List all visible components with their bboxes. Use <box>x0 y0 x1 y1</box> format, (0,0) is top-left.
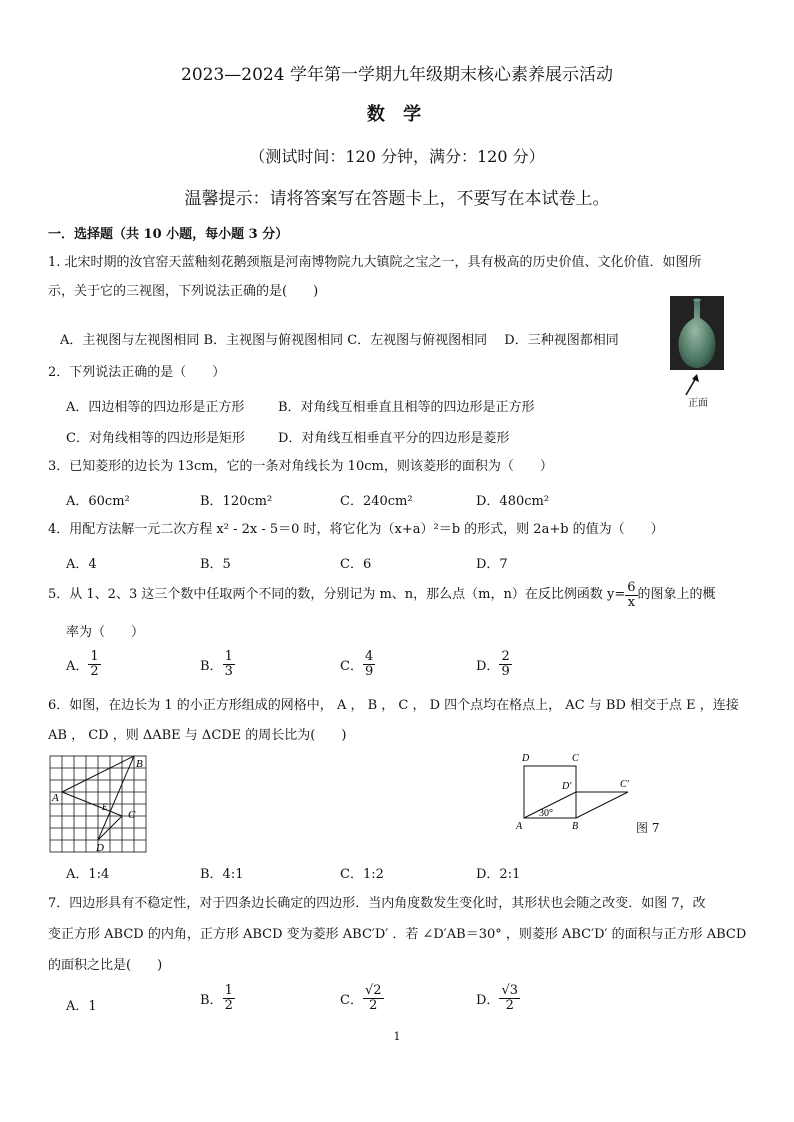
q6-option-a: A．1:4 <box>66 867 110 882</box>
page-number: 1 <box>393 1030 401 1043</box>
q5-stem-row <box>48 578 716 612</box>
q5-option-a <box>66 650 101 679</box>
q7-d-label: D． <box>476 993 500 1008</box>
q3-option-a: A．60cm² <box>66 494 130 509</box>
grid-point-e: E <box>102 802 108 812</box>
q6-option-d: D．2:1 <box>476 867 521 882</box>
q5-line2: 率为（ ） <box>66 625 145 640</box>
q5-b-num: 1 <box>224 649 233 664</box>
q6-line1: 6．如图，在边长为 1 的小正方形组成的网格中， A ， B ， C ， D 四个点均在格点上， AC 与 BD 相交于点 E ，连接 <box>48 698 739 713</box>
q5-b-den: 3 <box>224 664 233 679</box>
q7-c-den: 2 <box>369 998 378 1013</box>
q6-option-b: B．4:1 <box>200 867 244 882</box>
q2-option-b: B．对角线互相垂直且相等的四边形是正方形 <box>278 400 535 415</box>
q7-option-d <box>476 984 520 1013</box>
fig7-point-d: D <box>522 753 530 764</box>
q7-c-label: C． <box>340 993 363 1008</box>
q7-d-den: 2 <box>505 998 514 1013</box>
q1-options: A．主视图与左视图相同 B．主视图与俯视图相同 C．左视图与俯视图相同 D．三种视图都相同 <box>60 333 619 348</box>
fig7-label: 图 7 <box>636 821 660 835</box>
fig7-point-c: C <box>572 753 579 764</box>
q5-a-num: 1 <box>90 649 99 664</box>
q7-b-label: B． <box>200 993 223 1008</box>
q5-c-den: 9 <box>364 664 374 679</box>
grid-point-c: C <box>128 809 136 821</box>
q7-option-b <box>200 984 235 1013</box>
q7-d-num: √3 <box>501 983 518 998</box>
q5-d-num: 2 <box>501 649 510 664</box>
q5-a-den: 2 <box>90 664 99 679</box>
fig7-rhombus-figure <box>512 752 634 832</box>
q1-line1: 1. 北宋时期的汝官窑天蓝釉刻花鹅颈瓶是河南博物院九大镇院之宝之一，具有极高的历史价值、文化价值．如图所 <box>48 255 702 270</box>
q7-b-num: 1 <box>224 983 233 998</box>
q7-line2: 变正方形 ABCD 的内角，正方形 ABCD 变为菱形 ABC′D′ ．若 ∠D′AB＝30° ，则菱形 ABC′D′ 的面积与正方形 ABCD <box>48 927 747 942</box>
exam-meta: （测试时间：120 分钟，满分：120 分） <box>249 147 545 166</box>
q2-option-a: A．四边相等的四边形是正方形 <box>66 400 245 415</box>
q5-stem-after: 的图象上的概 <box>637 587 716 602</box>
fig7-point-d-prime: D′ <box>562 781 572 792</box>
grid-point-a: A <box>52 792 59 804</box>
q3-stem: 3．已知菱形的边长为 13cm，它的一条对角线长为 10cm，则该菱形的面积为（ ） <box>48 459 553 474</box>
fig7-angle: 30° <box>539 808 553 819</box>
exam-tip: 温馨提示：请将答案写在答题卡上，不要写在本试卷上。 <box>184 189 610 209</box>
q3-option-b: B．120cm² <box>200 494 273 509</box>
grid-point-d: D <box>96 842 104 854</box>
q7-option-a: A．1 <box>66 999 97 1014</box>
q7-c-num: √2 <box>364 983 382 998</box>
q5-function-fraction <box>625 581 637 610</box>
section-title: 一．选择题（共 10 小题，每小题 3 分） <box>48 227 289 242</box>
grid-point-b: B <box>136 758 143 770</box>
q7-option-c <box>340 984 384 1013</box>
fig7-point-a: A <box>516 821 523 832</box>
q4-option-d: D．7 <box>476 557 508 572</box>
q5-c-num: 4 <box>364 649 374 664</box>
q4-stem: 4．用配方法解一元二次方程 x² - 2x - 5＝0 时，将它化为（x+a）²＝b 的形式，则 2a+b 的值为（ ） <box>48 522 664 537</box>
q2-option-d: D．对角线互相垂直平分的四边形是菱形 <box>278 431 510 446</box>
q6-option-c: C．1:2 <box>340 867 384 882</box>
q5-option-b <box>200 650 235 679</box>
q5-option-c <box>340 650 375 679</box>
q6-grid-figure <box>46 754 150 854</box>
q5-c-label: C． <box>340 659 363 674</box>
vase-label: 正面 <box>688 398 708 409</box>
q5-d-den: 9 <box>501 664 510 679</box>
q1-line2: 示，关于它的三视图，下列说法正确的是( ) <box>48 284 319 299</box>
q4-option-a: A．4 <box>66 557 97 572</box>
q2-stem: 2．下列说法正确的是（ ） <box>48 365 226 380</box>
q5-a-label: A． <box>66 659 89 674</box>
q5-stem-before: 5．从 1、2、3 这三个数中任取两个不同的数，分别记为 m、n，那么点（m，n）在反比例函数 y= <box>48 587 626 602</box>
q6-line2: AB ， CD ，则 ΔABE 与 ΔCDE 的周长比为( ) <box>48 728 347 743</box>
q4-option-b: B．5 <box>200 557 231 572</box>
q3-option-c: C．240cm² <box>340 494 413 509</box>
q7-line3: 的面积之比是( ) <box>48 958 163 973</box>
q7-b-den: 2 <box>224 998 233 1013</box>
subject-title: 数 学 <box>366 104 428 125</box>
exam-title: 2023—2024 学年第一学期九年级期末核心素养展示活动 <box>181 65 613 85</box>
q5-b-label: B． <box>200 659 223 674</box>
q5-func-den: x <box>627 594 636 610</box>
q2-option-c: C．对角线相等的四边形是矩形 <box>66 431 245 446</box>
q5-option-d <box>476 650 512 679</box>
fig7-point-b: B <box>572 821 579 832</box>
vase-image <box>670 296 724 370</box>
q3-option-d: D．480cm² <box>476 494 550 509</box>
q4-option-c: C．6 <box>340 557 372 572</box>
q5-func-num: 6 <box>627 579 636 595</box>
fig7-point-c-prime: C′ <box>620 779 629 790</box>
q7-line1: 7．四边形具有不稳定性，对于四条边长确定的四边形．当内角度数发生变化时，其形状也会随之改变．如图 7，改 <box>48 896 706 911</box>
q5-d-label: D． <box>476 659 500 674</box>
